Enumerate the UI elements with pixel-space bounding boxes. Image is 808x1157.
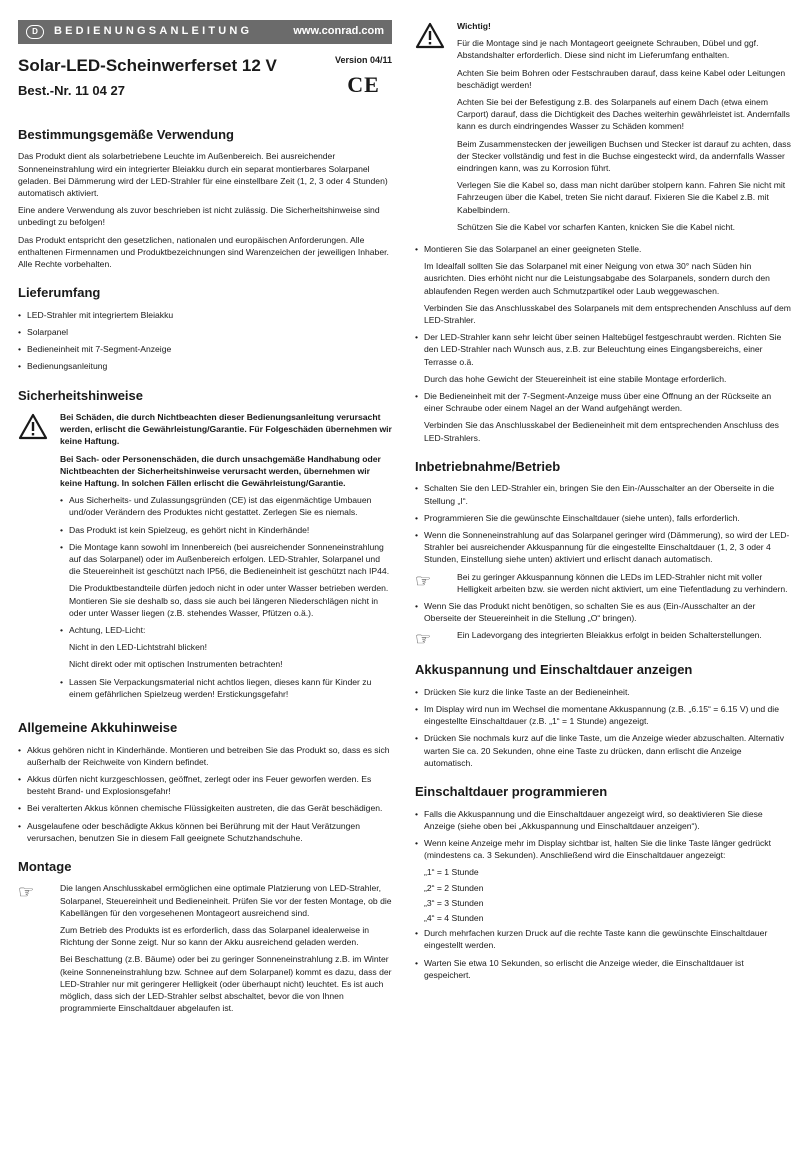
paragraph: Das Produkt dient als solarbetriebene Leuchte im Außenbereich. Bei ausreichender Sonneneinstrahlung wird ein integrierter Bleiakku durch ein separat montierbares Solarpanel geladen. Bei Dämmerung wird der LED-Strahler für eine einstellbare Zeit (1, 2, 3 oder 4 Stunden) automatisch aktiviert. [18, 151, 388, 199]
paragraph: Beim Zusammenstecken der jeweiligen Buchsen und Stecker ist darauf zu achten, dass der Stecker vollständig und fest in die Buchse eingesteckt wird, da andernfalls Wasser eindringen kann, was zu Korrosion führt. [457, 138, 791, 174]
ce-mark-icon: CE [347, 71, 380, 97]
programming-list [415, 808, 791, 862]
list-item: • Montieren Sie das Solarpanel an einer geeigneten Stelle. [415, 243, 791, 255]
paragraph: Im Idealfall sollten Sie das Solarpanel mit einer Neigung von etwa 30° nach Süden hin ausrichten. Dies erhöht nicht nur die Leistungsabgabe des Solarpanels, sondern durch den ablaufenden Regen werden auch Schmutzpartikel oder Laub weggewaschen. [424, 261, 770, 296]
list-item: • Warten Sie etwa 10 Sekunden, so erlischt die Anzeige wieder, die Einschaltdauer ist gespeichert. [415, 957, 791, 981]
safety-block [18, 411, 392, 705]
icon-cell [18, 411, 60, 705]
pointing-hand-icon: ☞ [18, 882, 35, 903]
programming-list [415, 927, 791, 981]
paragraph: Durch das hohe Gewicht der Steuereinheit ist eine stabile Montage erforderlich. [424, 373, 727, 384]
list-item: • Aus Sicherheits- und Zulassungsgründen (CE) ist das eigenmächtige Umbauen und/oder Verändern des Produktes nicht gestattet. Zerlegen Sie es niemals. [60, 494, 392, 518]
safety-list [60, 494, 392, 577]
icon-cell [415, 20, 457, 238]
section-heading-programming: Einschaltdauer programmieren [415, 784, 608, 800]
list-item: • Drücken Sie kurz die linke Taste an der Bedieneinheit. [415, 686, 791, 698]
header-bar [18, 20, 392, 44]
list-item: • Ausgelaufene oder beschädigte Akkus können bei Berührung mit der Haut Verätzungen verursachen, benutzen Sie in diesem Fall geeignete Schutzhandschuhe. [18, 820, 392, 844]
mounting-steps-list [415, 243, 791, 255]
duration-code: „4“ = 4 Stunden [424, 912, 484, 923]
list-item: • Bei veralterten Akkus können chemische Flüssigkeiten austreten, die das Gerät beschädigen. [18, 802, 392, 814]
mounting-body [60, 882, 392, 1019]
list-item: • Akkus gehören nicht in Kinderhände. Montieren und betreiben Sie das Produkt so, dass es sich außerhalb der Reichweite von Kindern befindet. [18, 744, 392, 768]
important-block [415, 20, 791, 238]
list-item: • Akkus dürfen nicht kurzgeschlossen, geöffnet, zerlegt oder ins Feuer geworfen werden. Es besteht Brand- und Explosionsgefahr! [18, 773, 392, 797]
delivery-list [18, 309, 392, 373]
order-number: Best.-Nr. 11 04 27 [18, 83, 125, 99]
paragraph: Verbinden Sie das Anschlusskabel der Bedieneinheit mit dem entsprechenden Anschluss des LED-Strahlers. [424, 420, 779, 443]
list-item: • LED-Strahler mit integriertem Bleiakku [18, 309, 392, 321]
doc-title: Solar-LED-Scheinwerferset 12 V [18, 56, 277, 75]
section-heading-safety: Sicherheitshinweise [18, 387, 143, 403]
list-item: • Durch mehrfachen kurzen Druck auf die rechte Taste kann die gewünschte Einschaltdauer eingestellt werden. [415, 927, 791, 951]
safety-body [60, 411, 392, 705]
header-title: BEDIENUNGSANLEITUNG [54, 25, 253, 38]
note-text: Ein Ladevorgang des integrierten Bleiakkus erfolgt in beiden Schalterstellungen. [457, 630, 762, 641]
title-block [18, 54, 392, 112]
paragraph: Die Produktbestandteile dürfen jedoch nicht in oder unter Wasser betrieben werden. Montieren Sie sie deshalb so, dass sie auch bei längeren Niederschlägen nicht in oder unter Wasser liegen (z.B. stehendes Wasser, Pfützen o.ä.). [69, 583, 389, 618]
section-heading-mounting: Montage [18, 858, 72, 874]
note-text: Bei zu geringer Akkuspannung können die LEDs im LED-Strahler nicht mit voller Helligkeit arbeiten bzw. sie werden nicht aktiviert, um eine Tiefentladung zu verhindern. [457, 571, 788, 594]
pointing-hand-icon: ☞ [415, 629, 432, 650]
operation-list [415, 600, 791, 624]
icon-cell [18, 882, 60, 1019]
language-badge: D [26, 25, 44, 39]
paragraph: Achten Sie bei der Befestigung z.B. des Solarpanels auf einem Dach (etwa einem Carport) darauf, dass die Dichtigkeit des Daches weiterhin gewährleistet ist. Andernfalls kann es durch eindringendes Wasser zu Schäden kommen! [457, 97, 790, 132]
header-url[interactable]: www.conrad.com [293, 25, 384, 38]
mounting-block [18, 882, 392, 1019]
duration-code: „3“ = 3 Stunden [424, 897, 484, 908]
list-item: • Das Produkt ist kein Spielzeug, es gehört nicht in Kinderhände! [60, 524, 392, 536]
list-item: • Der LED-Strahler kann sehr leicht über seinen Haltebügel festgeschraubt werden. Richten Sie den LED-Strahler nach Wunsch aus, z.B. zur Beleuchtung eines Eingangsbereichs, einer Terrasse o.ä. [415, 331, 791, 368]
list-item: • Programmieren Sie die gewünschte Einschaltdauer (siehe unten), falls erforderlich. [415, 512, 791, 524]
paragraph: Die langen Anschlusskabel ermöglichen eine optimale Platzierung von LED-Strahler, Solarpanel, Steuereinheit und Bedieneinheit. Prüfen Sie vor der festen Montage, ob die Kabellängen für den vorgesehenen Montageort ausreichend sind. [60, 883, 392, 918]
duration-code: „1“ = 1 Stunde [424, 867, 479, 878]
paragraph: Bei Sach- oder Personenschäden, die durch unsachgemäße Handhabung oder Nichtbeachten der Sicherheitshinweise verursacht werden, übernehmen wir keine Haftung. In solchen Fällen erlischt die Gewährleistung/Garantie. [60, 453, 381, 489]
paragraph: Bei Schäden, die durch Nichtbeachten dieser Bedienungsanleitung verursacht werden, erlischt die Gewährleistung/Garantie. Für Folgeschäden übernehmen wir keine Haftung. [60, 412, 392, 447]
operation-list [415, 482, 791, 565]
warning-icon [18, 413, 48, 440]
duration-code: „2“ = 2 Stunden [424, 882, 484, 893]
mounting-steps-list [415, 331, 791, 368]
section-heading-display: Akkuspannung und Einschaltdauer anzeigen [415, 662, 693, 678]
mounting-steps-list [415, 390, 791, 414]
list-item: • Achtung, LED-Licht: [60, 624, 392, 636]
list-item: • Im Display wird nun im Wechsel die momentane Akkuspannung (z.B. „6.15“ = 6.15 V) und die eingestellte Einschaltdauer (z.B. „1“ = 1 Stunde) angezeigt. [415, 703, 791, 727]
section-heading-delivery: Lieferumfang [18, 285, 101, 301]
list-item: • Wenn die Sonneneinstrahlung auf das Solarpanel geringer wird (Dämmerung), so wird der LED-Strahler bei ausreichender Akkuspannung für die eingestellte Einschaltdauer (1, 2, 3 oder 4 Stunden, Einstellung siehe unten) aktiviert und erlischt danach automatisch. [415, 529, 791, 566]
list-item: • Wenn Sie das Produkt nicht benötigen, so schalten Sie es aus (Ein-/Ausschalter an der Oberseite der Steuereinheit in die Stellung „O“ bringen). [415, 600, 791, 624]
pointing-hand-icon: ☞ [415, 570, 432, 591]
warning-icon [415, 22, 445, 49]
list-item: • Falls die Akkuspannung und die Einschaltdauer angezeigt wird, so deaktivieren Sie diese Anzeige (siehe oben bei „Akkuspannung und Einschaltdauer anzeigen“). [415, 808, 791, 832]
paragraph: Achten Sie beim Bohren oder Festschrauben darauf, dass keine Kabel oder Leitungen beschädigt werden! [457, 67, 786, 90]
version-block [335, 54, 392, 100]
left-column [18, 20, 392, 1024]
icon-cell [415, 629, 457, 650]
battery-list [18, 744, 392, 844]
paragraph: Bei Beschattung (z.B. Bäume) oder bei zu geringer Sonneneinstrahlung z.B. im Winter (keine Sonneneinstrahlung bzw. Schnee auf dem Solarpanel) kommt es dazu, dass der LED-Strahler nur mit geringerer Helligkeit (oder überhaupt nicht) leuchtet. Es ist auch möglich, dass sich der LED-Strahler selbst abschaltet, bevor die von Ihnen programmierte Einschaltdauer abgelaufen ist. [60, 954, 392, 1014]
paragraph: Zum Betrieb des Produkts ist es erforderlich, dass das Solarpanel idealerweise in Richtung der Sonne zeigt. Nur so kann der Akku ausreichend geladen werden. [60, 925, 370, 948]
section-heading-battery: Allgemeine Akkuhinweise [18, 720, 178, 736]
important-body [457, 20, 791, 238]
note-block [415, 629, 791, 650]
list-item: • Solarpanel [18, 326, 392, 338]
display-list [415, 686, 791, 769]
list-item: • Bedieneinheit mit 7-Segment-Anzeige [18, 343, 392, 355]
safety-list [60, 676, 392, 700]
list-item: • Drücken Sie nochmals kurz auf die linke Taste, um die Anzeige wieder abzuschalten. Alternativ warten Sie ca. 20 Sekunden, ohne eine Taste zu drücken, dann erlischt die Anzeige automatisch. [415, 732, 791, 769]
list-item: • Schalten Sie den LED-Strahler ein, bringen Sie den Ein-/Ausschalter an der Oberseite in die Stellung „I“. [415, 482, 791, 506]
paragraph: Verbinden Sie das Anschlusskabel des Solarpanels mit dem entsprechenden Anschluss auf dem LED-Strahler. [424, 302, 791, 326]
paragraph: Das Produkt entspricht den gesetzlichen, nationalen und europäischen Anforderungen. Alle enthaltenen Firmennamen und Produktbezeichnungen sind Warenzeichen der jeweiligen Inhaber. Alle Rechte vorbehalten. [18, 234, 389, 270]
list-item: • Bedienungsanleitung [18, 360, 392, 372]
paragraph: Nicht direkt oder mit optischen Instrumenten betrachten! [69, 659, 283, 670]
note-block [415, 571, 791, 595]
list-item: • Die Montage kann sowohl im Innenbereich (bei ausreichender Sonneneinstrahlung auf das Solarpanel) oder im Außenbereich erfolgen. LED-Strahler, Solarpanel und die Steuereinheit ist geschützt nach IP56, die Bedieneinheit ist geschützt nach IP44. [60, 541, 392, 578]
version-label: Version 04/11 [334, 55, 392, 65]
right-column [415, 20, 791, 986]
icon-cell [415, 571, 457, 595]
paragraph: Für die Montage sind je nach Montageort geeignete Schrauben, Dübel und ggf. Abstandshalter erforderlich. Diese sind nicht im Lieferumfang enthalten. [457, 38, 759, 61]
section-heading-intended-use: Bestimmungsgemäße Verwendung [18, 127, 234, 142]
list-item: • Die Bedieneinheit mit der 7-Segment-Anzeige muss über eine Öffnung an der Rückseite an einer Schraube oder einem Nagel an der Wand aufgehängt werden. [415, 390, 791, 414]
list-item: • Lassen Sie Verpackungsmaterial nicht achtlos liegen, dieses kann für Kinder zu einem gefährlichen Spielzeug werden! Erstickungsgefahr! [60, 676, 392, 700]
important-title: Wichtig! [457, 21, 491, 31]
section-heading-operation: Inbetriebnahme/Betrieb [415, 458, 561, 474]
safety-list [60, 624, 392, 636]
paragraph: Verlegen Sie die Kabel so, dass man nicht darüber stolpern kann. Fahren Sie nicht mit Fahrzeugen über die Kabel, treten Sie nicht darauf. Fixieren Sie die Kabel z.B. mit Kabelbindern. [457, 180, 786, 215]
list-item: • Wenn keine Anzeige mehr im Display sichtbar ist, halten Sie die linke Taste länger gedrückt (mindestens ca. 3 Sekunden). Anschließend wird die Einschaltdauer angezeigt: [415, 837, 791, 861]
paragraph: Nicht in den LED-Lichtstrahl blicken! [69, 642, 208, 653]
paragraph: Schützen Sie die Kabel vor scharfen Kanten, knicken Sie die Kabel nicht. [457, 221, 736, 232]
paragraph: Eine andere Verwendung als zuvor beschrieben ist nicht zulässig. Die Sicherheitshinweise sind unbedingt zu befolgen! [18, 205, 380, 228]
